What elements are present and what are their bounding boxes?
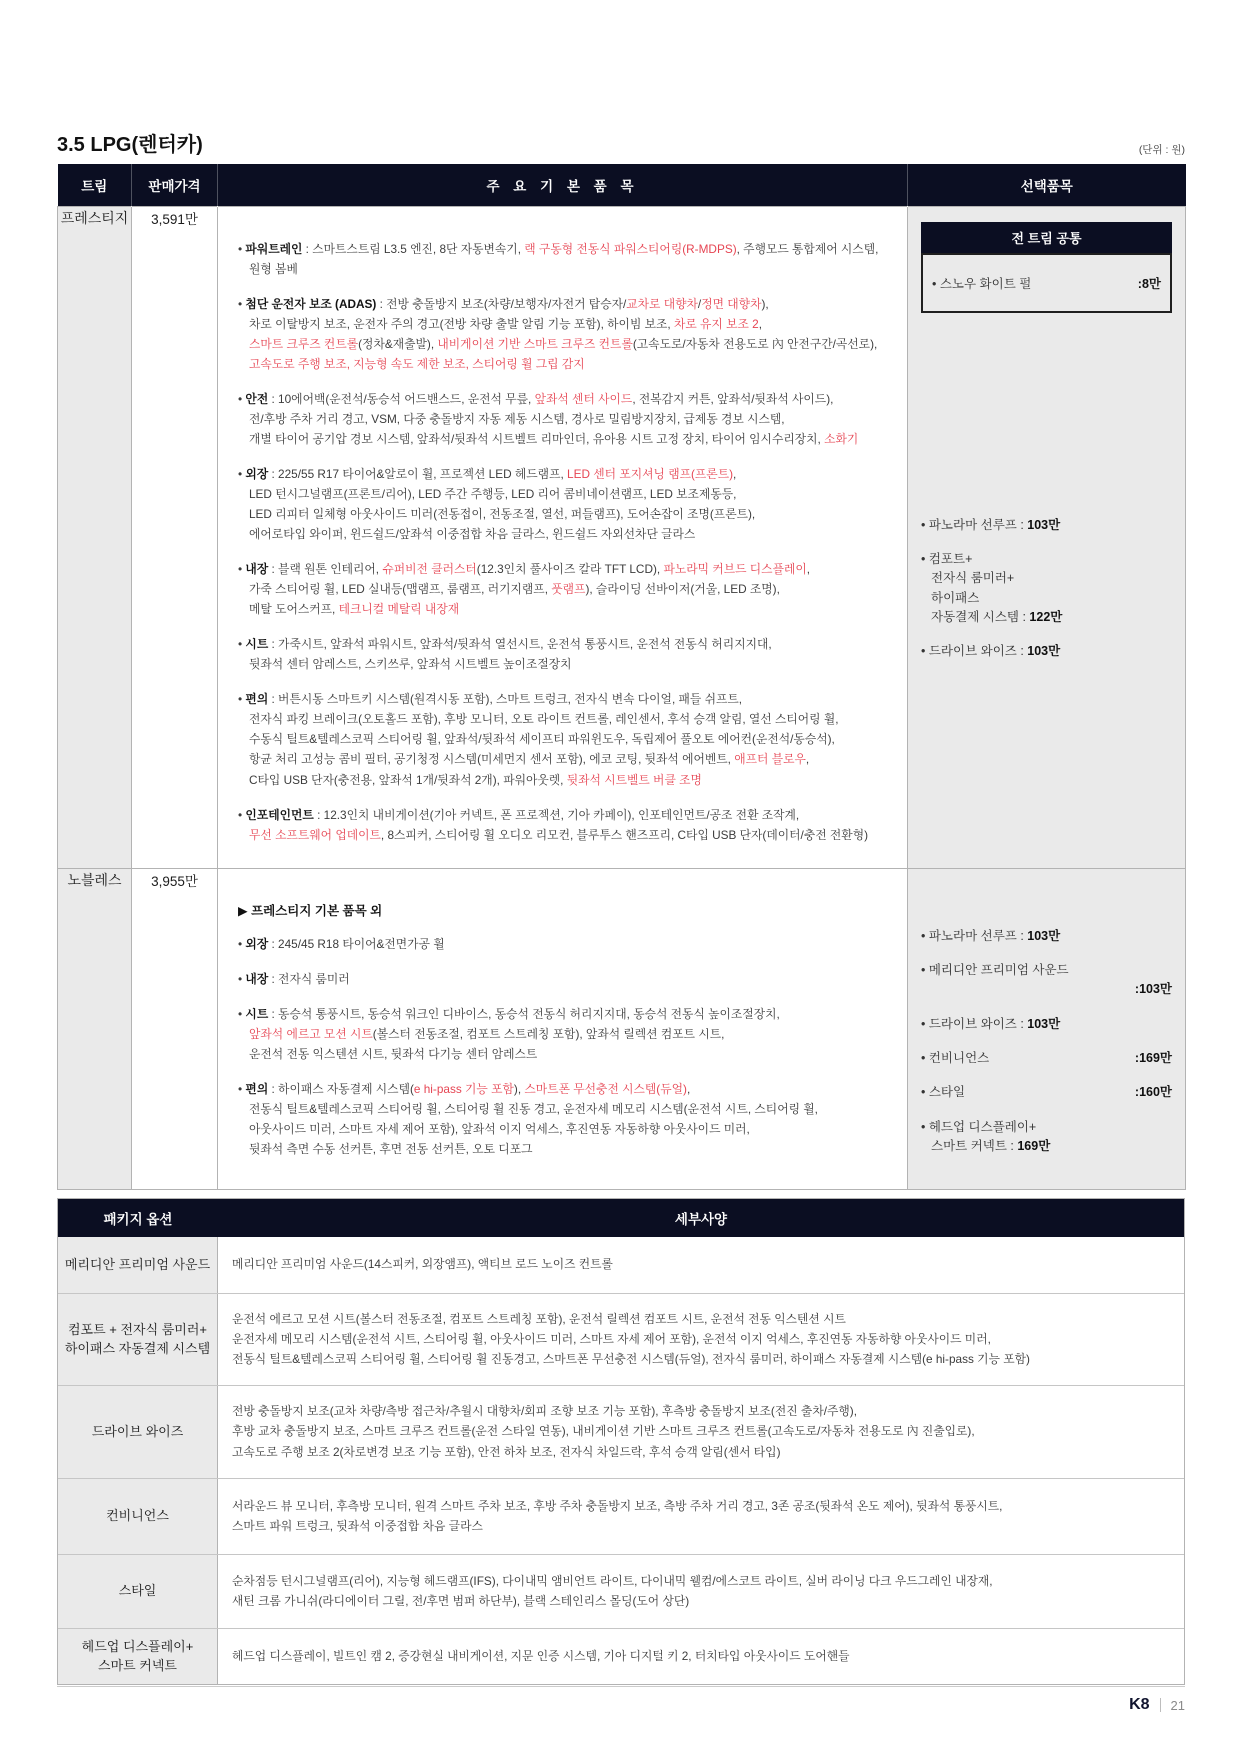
option-label: • 헤드업 디스플레이+	[921, 1119, 1037, 1134]
package-row	[58, 1385, 1184, 1478]
trim-row-prestige	[58, 206, 1186, 868]
option-item	[921, 1083, 1172, 1102]
option-item	[921, 550, 1172, 628]
option-item	[921, 516, 1172, 535]
bullet-dot: •	[238, 296, 246, 311]
option-item	[921, 927, 1172, 946]
option-label: • 드라이브 와이즈 :	[921, 1016, 1028, 1031]
trim-row-noblesse	[58, 868, 1186, 1189]
package-name: 스타일	[58, 1555, 218, 1628]
page-title: 3.5 LPG(렌터카)	[57, 134, 203, 156]
bullet-dot: •	[238, 807, 246, 822]
package-name: 컨비니언스	[58, 1479, 218, 1554]
unit-note: (단위 : 원)	[1138, 144, 1185, 156]
bullet-dot: •	[238, 241, 246, 256]
feature-bullet: • 첨단 운전자 보조 (ADAS) : 전방 충돌방지 보조(차량/보행자/자전거 탑승자/교차로 대향차/정면 대향차), 차로 이탈방지 보조, 운전자 주의 경고(전방 차량 출발 알림 기능 포함), 하이빔 보조, 차로 유지 보조 2, 스마트 크루즈 컨트롤(정차&재출발), 내비게이션 기반 스마트 크루즈 컨트롤(고속도로/자동차 전용도로 內 안전구간/곡선로), 고속도로 주행 보조, 지능형 속도 제한 보조, 스티어링 휠 그립 감지	[238, 296, 878, 371]
package-detail: 순차점등 턴시그널램프(리어), 지능형 헤드램프(IFS), 다이내믹 앰비언트 라이트, 다이내믹 웰컴/에스코트 라이트, 실버 라이닝 다크 우드그레인 내장재, 새틴 크롬 가니쉬(라디에이터 그릴, 전/후면 범퍼 하단부), 블랙 스테인리스 몰딩(도어 상단)	[218, 1555, 1184, 1628]
common-box-body	[921, 253, 1172, 313]
package-header-detail: 세부사양	[674, 1211, 728, 1227]
option-price-line	[921, 980, 1172, 999]
feature-bullet: • 내장 : 전자식 룸미러	[238, 971, 350, 986]
bullet-dot: •	[238, 562, 246, 577]
package-detail: 전방 충돌방지 보조(교차 차량/측방 접근차/추월시 대향차/회피 조향 보조 기능 포함), 후측방 충돌방지 보조(전진 출차/주행), 후방 교차 충돌방지 보조, 스마트 크루즈 컨트롤(운전 스타일 연동), 내비게이션 기반 스마트 크루즈 컨트롤(고속도로/자동차 전용도로 內 진출입로), 고속도로 주행 보조 2(차로변경 보조 기능 포함), 안전 하차 보조, 전자식 차일드락, 후석 승객 알림(센서 타입)	[218, 1386, 1184, 1478]
options-list	[921, 927, 1172, 1157]
common-box-title: 전 트림 공통	[921, 222, 1172, 253]
common-options-box	[921, 222, 1172, 313]
package-row	[58, 1237, 1184, 1293]
option-price: :169만	[1134, 1051, 1172, 1065]
bullet-dot: •	[238, 466, 246, 481]
options-cell	[908, 868, 1186, 1189]
base-items-cell	[218, 206, 908, 868]
package-detail: 서라운드 뷰 모니터, 후측방 모니터, 원격 스마트 주차 보조, 후방 주차 충돌방지 보조, 측방 주차 거리 경고, 3존 공조(뒷좌석 온도 제어), 뒷좌석 통풍시트, 스마트 파워 트렁크, 뒷좌석 이중접합 차음 글라스	[218, 1479, 1184, 1554]
option-label: • 드라이브 와이즈 :	[921, 644, 1028, 659]
package-name: 메리디안 프리미엄 사운드	[58, 1237, 218, 1293]
package-row	[58, 1478, 1184, 1554]
feature-bullet: • 편의 : 하이패스 자동결제 시스템(e hi-pass 기능 포함), 스마트폰 무선충전 시스템(듀얼), 전동식 틸트&텔레스코픽 스티어링 휠, 스티어링 휠 진동 경고, 운전자세 메모리 시스템(운전석 시트, 스티어링 휠, 아웃사이드 미러, 스마트 자세 제어 포함), 앞좌석 이지 억세스, 후진연동 자동하향 아웃사이드 미러, 뒷좌석 측면 수동 선커튼, 후면 전동 선커튼, 오토 디포그	[238, 1081, 818, 1156]
option-price: 122만	[1029, 610, 1063, 624]
base-items-cell	[218, 868, 908, 1189]
option-label: • 파노라마 선루프 :	[921, 517, 1028, 532]
option-item	[921, 1118, 1172, 1157]
page-content	[57, 128, 1185, 1685]
base-items-note: ▶ 프레스티지 기본 품목 외	[238, 903, 383, 918]
feature-bullet: • 시트 : 동승석 통풍시트, 동승석 워크인 디바이스, 동승석 전동식 허리지지대, 동승석 전동식 높이조절장치, 앞좌석 에르고 모션 시트(볼스터 전동조절, 컴포트 스트레칭 포함), 앞좌석 릴렉션 컴포트 시트, 운전석 전동 익스텐션 시트, 뒷좌석 다기능 센터 암레스트	[238, 1006, 780, 1061]
feature-bullet: • 편의 : 버튼시동 스마트키 시스템(원격시동 포함), 스마트 트렁크, 전자식 변속 다이얼, 패들 쉬프트, 전자식 파킹 브레이크(오토홀드 포함), 후방 모니터, 오토 라이트 컨트롤, 레인센서, 후석 승객 알림, 열선 스티어링 휠, 수동식 틸트&텔레스코픽 스티어링 휠, 앞좌석/뒷좌석 세이프티 파워윈도우, 독립제어 풀오토 에어컨(운전석/동승석), 항균 처리 고성능 콤비 필터, 공기청정 시스템(미세먼지 센서 포함), 에코 코팅, 뒷좌석 에어벤트, 애프터 블로우, C타입 USB 단자(충전용, 앞좌석 1개/뒷좌석 2개), 파워아웃렛, 뒷좌석 시트벨트 버클 조명	[238, 692, 839, 787]
feature-bullet: • 시트 : 가죽시트, 앞좌석 파워시트, 앞좌석/뒷좌석 열선시트, 운전석 통풍시트, 운전석 전동식 허리지지대, 뒷좌석 센터 암레스트, 스키쓰루, 앞좌석 시트벨트 높이조절장치	[238, 637, 772, 672]
bullet-dot: •	[238, 1081, 246, 1096]
option-price: 169만	[1017, 1139, 1051, 1154]
feature-bullet: • 외장 : 245/45 R18 타이어&전면가공 휠	[238, 936, 445, 951]
option-label: • 스노우 화이트 펄	[932, 276, 1032, 291]
option-price: :8만	[1137, 276, 1161, 291]
package-detail: 헤드업 디스플레이, 빌트인 캠 2, 증강현실 내비게이션, 지문 인증 시스템, 기아 디지털 키 2, 터치타입 아웃사이드 도어핸들	[218, 1629, 1184, 1684]
options-list	[921, 516, 1172, 662]
option-label: • 파노라마 선루프 :	[921, 928, 1028, 943]
bullet-dot: •	[238, 936, 246, 951]
option-label: • 컴포트+	[921, 551, 973, 566]
column-header-options: 선택품목	[908, 164, 1186, 206]
trim-price: 3,955만	[132, 868, 218, 1189]
feature-bullet: • 파워트레인 : 스마트스트림 L3.5 엔진, 8단 자동변속기, 랙 구동형 전동식 파워스티어링(R-MDPS), 주행모드 통합제어 시스템, 원형 봄베	[238, 241, 879, 276]
package-header-option: 패키지 옵션	[103, 1211, 173, 1227]
feature-bullet: • 인포테인먼트 : 12.3인치 내비게이션(기아 커넥트, 폰 프로젝션, 기아 카페이), 인포테인먼트/공조 전환 조작계, 무선 소프트웨어 업데이트, 8스피커, 스티어링 휠 오디오 리모컨, 블루투스 핸즈프리, C타입 USB 단자(데이터/충전 전환형)	[238, 807, 869, 842]
brand-logo: K8	[1129, 1696, 1150, 1713]
title-row	[57, 128, 1185, 157]
trim-name: 노블레스	[58, 868, 132, 1189]
bullet-dot: •	[238, 1006, 246, 1021]
feature-bullets	[238, 934, 891, 1159]
bullet-dot: •	[238, 971, 246, 986]
trim-spec-table	[57, 164, 1186, 1190]
package-row	[58, 1293, 1184, 1385]
page-footer	[57, 1686, 1185, 1714]
package-detail: 운전석 에르고 모션 시트(볼스터 전동조절, 컴포트 스트레칭 포함), 운전석 릴렉션 컴포트 시트, 운전석 전동 익스텐션 시트 운전자세 메모리 시스템(운전석 시트, 스티어링 휠, 아웃사이드 미러, 스마트 자세 제어 포함), 운전석 이지 억세스, 후진연동 자동하향 아웃사이드 미러, 전동식 틸트&텔레스코픽 스티어링 휠, 스티어링 휠 진동경고, 스마트폰 무선충전 시스템(듀얼), 전자식 룸미러, 하이패스 자동결제 시스템(e hi-pass 기능 포함)	[218, 1294, 1184, 1385]
column-header-items: 주 요 기 본 품 목	[218, 164, 908, 206]
bullet-dot: •	[238, 637, 246, 652]
common-option-item	[932, 274, 1161, 292]
option-item	[921, 642, 1172, 661]
option-item	[921, 1049, 1172, 1068]
option-label: • 메리디안 프리미엄 사운드	[921, 962, 1069, 977]
option-price: 103만	[1027, 1016, 1061, 1031]
option-item	[921, 1015, 1172, 1034]
package-table-header	[58, 1199, 1184, 1237]
option-label: 스마트 커넥트 :	[931, 1139, 1018, 1154]
options-cell	[908, 206, 1186, 868]
package-options-table	[57, 1198, 1185, 1685]
option-label: 하이패스	[931, 590, 980, 605]
option-price: :103만	[1134, 982, 1172, 997]
feature-bullet: • 내장 : 블랙 원톤 인테리어, 슈퍼비전 클러스터(12.3인치 풀사이즈 칼라 TFT LCD), 파노라믹 커브드 디스플레이, 가죽 스티어링 휠, LED 실내등(맵램프, 룸램프, 러기지램프, 풋램프), 슬라이딩 선바이저(거울, LED 조명), 메탈 도어스커프, 테크니컬 메탈릭 내장재	[238, 562, 811, 617]
package-row	[58, 1554, 1184, 1628]
trim-name: 프레스티지	[58, 206, 132, 868]
package-name: 컴포트 + 전자식 룸미러+ 하이패스 자동결제 시스템	[58, 1294, 218, 1385]
option-price: 103만	[1027, 928, 1061, 943]
feature-bullet: • 외장 : 225/55 R17 타이어&알로이 휠, 프로젝션 LED 헤드램프, LED 센터 포지셔닝 램프(프론트), LED 턴시그널램프(프론트/리어), LED 주간 주행등, LED 리어 콤비네이션램프, LED 보조제동등, LED 리피터 일체형 아웃사이드 미러(전동접이, 전동조절, 열선, 퍼들램프), 도어손잡이 조명(프론트), 에어로타입 와이퍼, 윈드쉴드/앞좌석 이중접합 차음 글라스, 윈드쉴드 자외선차단 글라스	[238, 466, 756, 542]
column-header-trim: 트림	[58, 164, 132, 206]
bullet-dot: •	[238, 692, 246, 707]
package-name: 헤드업 디스플레이+ 스마트 커넥트	[58, 1629, 218, 1684]
column-header-price: 판매가격	[132, 164, 218, 206]
table-header-row	[58, 164, 1186, 206]
package-row	[58, 1628, 1184, 1684]
option-price: 103만	[1027, 644, 1061, 659]
option-label: • 컨비니언스	[921, 1051, 990, 1065]
page-number: 21	[1170, 1697, 1185, 1713]
feature-bullets	[238, 239, 891, 845]
option-price: :160만	[1134, 1085, 1172, 1100]
option-price: 103만	[1027, 517, 1061, 532]
package-name: 드라이브 와이즈	[58, 1386, 218, 1478]
trim-price: 3,591만	[132, 206, 218, 868]
option-label: • 스타일	[921, 1085, 966, 1100]
feature-bullet: • 안전 : 10에어백(운전석/동승석 어드밴스드, 운전석 무릎, 앞좌석 센터 사이드, 전복감지 커튼, 앞좌석/뒷좌석 사이드), 전/후방 주차 거리 경고, VSM, 다중 충돌방지 자동 제동 시스템, 경사로 밀림방지장치, 급제동 경보 시스템, 개별 타이어 공기압 경보 시스템, 앞좌석/뒷좌석 시트벨트 리마인더, 유아용 시트 고정 장치, 타이어 임시수리장치, 소화기	[238, 391, 859, 446]
package-detail: 메리디안 프리미엄 사운드(14스피커, 외장앰프), 액티브 로드 노이즈 컨트롤	[218, 1237, 1184, 1293]
bullet-dot: •	[238, 391, 246, 406]
option-label: 전자식 룸미러+	[931, 571, 1015, 586]
option-item	[921, 961, 1172, 1000]
package-rows	[58, 1237, 1184, 1684]
footer-divider	[1160, 1698, 1161, 1712]
option-label: 자동결제 시스템 :	[931, 610, 1030, 624]
